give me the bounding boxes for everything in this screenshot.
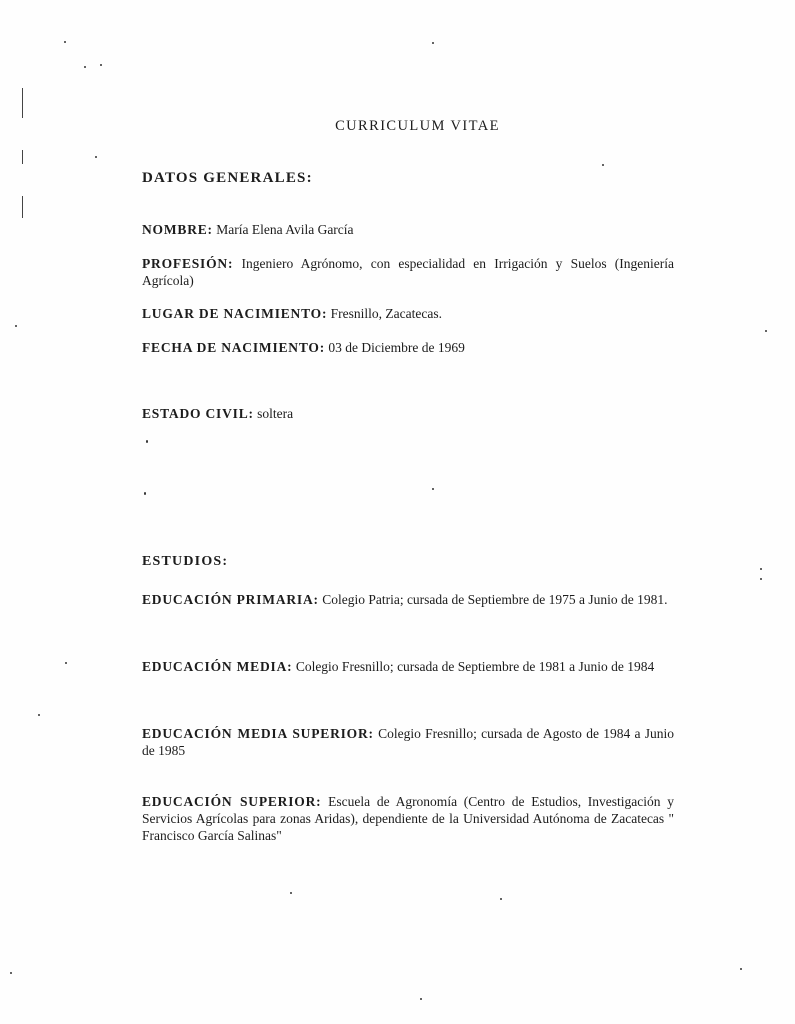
scan-edge-mark [22, 196, 23, 218]
scan-speck [760, 568, 762, 570]
scan-speck [432, 488, 434, 490]
field-value: Colegio Fresnillo; cursada de Septiembre de 1981 a Junio de 1984 [295, 659, 655, 674]
field-fecha-nacimiento [142, 339, 674, 356]
field-profesion [142, 255, 674, 289]
scan-speck [84, 66, 86, 68]
field-educacion-superior [142, 793, 674, 844]
field-educacion-media [142, 658, 674, 675]
field-value: María Elena Avila García [216, 222, 354, 237]
scan-speck [500, 898, 502, 900]
field-value: 03 de Diciembre de 1969 [328, 340, 465, 355]
scan-speck [144, 492, 146, 495]
field-nombre [142, 221, 674, 238]
field-label: EDUCACIÓN SUPERIOR: [142, 794, 322, 809]
field-label: EDUCACIÓN MEDIA: [142, 659, 293, 674]
scan-speck [95, 156, 97, 158]
scan-speck [10, 972, 12, 974]
field-educacion-primaria [142, 591, 674, 608]
section-heading-estudios: ESTUDIOS: [142, 554, 229, 569]
scan-speck [65, 662, 67, 664]
field-value: Ingeniero Agrónomo, con especialidad en Irrigación y Suelos (Ingeniería Agrícola) [142, 256, 675, 288]
field-label: PROFESIÓN: [142, 256, 234, 271]
field-label: EDUCACIÓN PRIMARIA: [142, 592, 319, 607]
field-label: EDUCACIÓN MEDIA SUPERIOR: [142, 726, 374, 741]
field-label: FECHA DE NACIMIENTO: [142, 340, 326, 355]
field-educacion-media-superior [142, 725, 674, 759]
scan-edge-mark [22, 88, 23, 118]
field-lugar-nacimiento [142, 305, 674, 322]
field-label: ESTADO CIVIL: [142, 406, 254, 421]
scan-speck [760, 578, 762, 580]
field-value: Colegio Patria; cursada de Septiembre de 1975 a Junio de 1981. [322, 592, 668, 607]
field-value: Escuela de Agronomía (Centro de Estudios, Investigación y Servicios Agrícolas para zonas Aridas), dependiente de la Universidad Autónoma de Zacatecas " Francisco García Salinas" [142, 794, 674, 843]
scan-speck [38, 714, 40, 716]
field-value: soltera [257, 406, 294, 421]
scan-edge-mark [22, 150, 23, 164]
scan-speck [100, 64, 102, 66]
scan-speck [146, 440, 148, 443]
scan-speck [602, 164, 604, 166]
scan-speck [15, 325, 17, 327]
scan-speck [740, 968, 742, 970]
field-value: Fresnillo, Zacatecas. [330, 306, 442, 321]
field-label: NOMBRE: [142, 222, 213, 237]
scan-speck [765, 330, 767, 332]
scan-speck [290, 892, 292, 894]
scan-speck [432, 42, 434, 44]
field-value: Colegio Fresnillo; cursada de Agosto de 1984 a Junio de 1985 [142, 726, 675, 758]
section-heading-datos-generales: DATOS GENERALES: [142, 170, 313, 186]
field-label: LUGAR DE NACIMIENTO: [142, 306, 328, 321]
field-estado-civil [142, 405, 674, 422]
document-title: CURRICULUM VITAE [335, 118, 500, 134]
scan-speck [64, 41, 66, 43]
scan-speck [420, 998, 422, 1000]
